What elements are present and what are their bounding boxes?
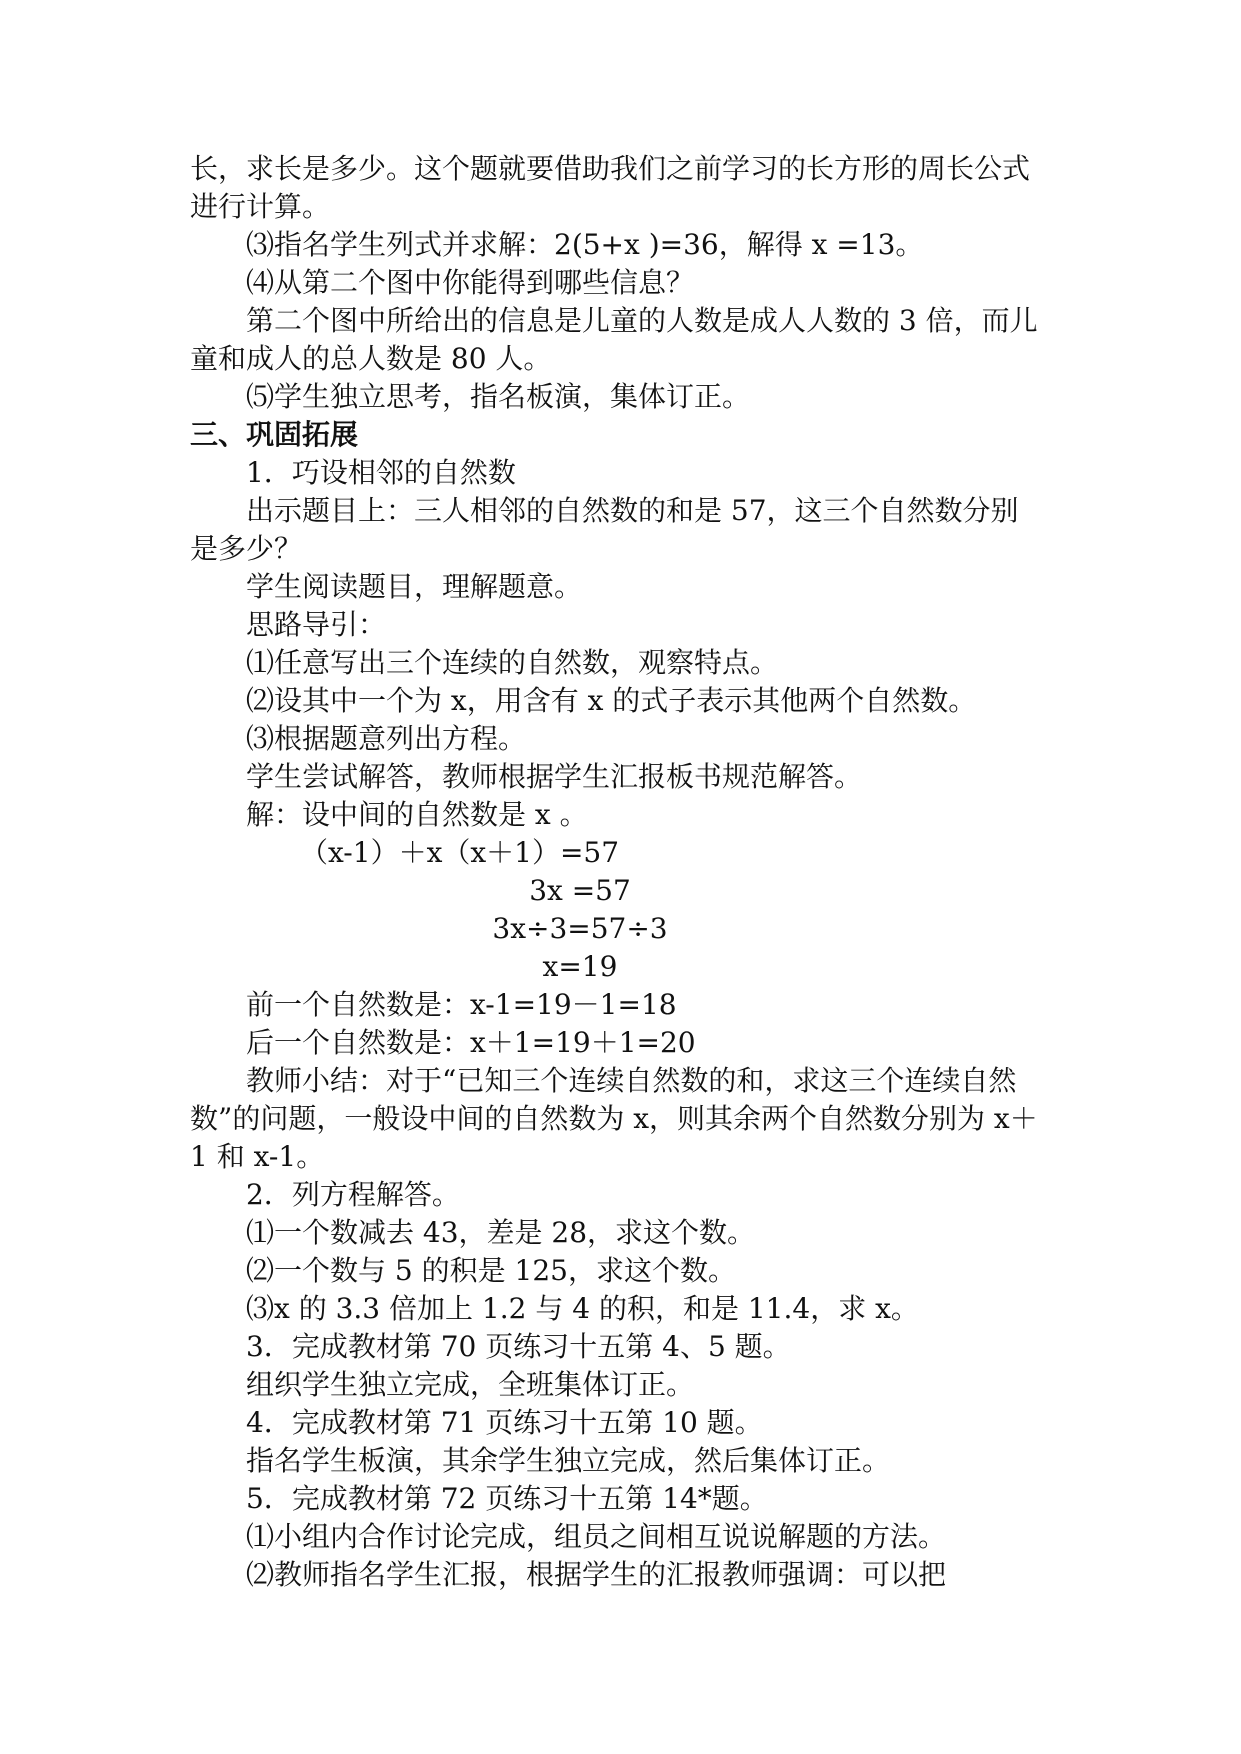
text-line: 长，求长是多少。这个题就要借助我们之前学习的长方形的周长公式 — [190, 152, 1031, 185]
text-line: 前一个自然数是：x-1=19－1=18 — [246, 988, 677, 1021]
text-line: 出示题目上：三人相邻的自然数的和是 57，这三个自然数分别 — [246, 494, 1019, 527]
text-line: ⑵设其中一个为 x，用含有 x 的式子表示其他两个自然数。 — [246, 684, 977, 717]
equation-line: 3x =57 — [529, 874, 631, 907]
text-line: 学生尝试解答，教师根据学生汇报板书规范解答。 — [246, 760, 863, 793]
text-line: 组织学生独立完成，全班集体订正。 — [246, 1368, 695, 1401]
text-line: ⑵一个数与 5 的积是 125，求这个数。 — [246, 1254, 736, 1287]
text-line: 1 和 x-1。 — [190, 1140, 325, 1173]
text-line: 童和成人的总人数是 80 人。 — [190, 342, 552, 375]
text-line: 后一个自然数是：x＋1=19＋1=20 — [246, 1026, 696, 1059]
text-line: ⑴小组内合作讨论完成，组员之间相互说说解题的方法。 — [246, 1520, 947, 1553]
text-line: 教师小结：对于“已知三个连续自然数的和，求这三个连续自然 — [246, 1064, 1017, 1097]
text-line: ⑷从第二个图中你能得到哪些信息？ — [246, 266, 695, 299]
text-line: ⑶指名学生列式并求解：2(5+x )=36，解得 x =13。 — [246, 228, 924, 261]
text-line: ⑴一个数减去 43，差是 28，求这个数。 — [246, 1216, 756, 1249]
text-line: ⑶x 的 3.3 倍加上 1.2 与 4 的积，和是 11.4，求 x。 — [246, 1292, 919, 1325]
equation-line: x=19 — [542, 950, 618, 983]
text-line: 是多少？ — [190, 532, 303, 565]
text-line: 第二个图中所给出的信息是儿童的人数是成人人数的 3 倍，而儿 — [246, 304, 1038, 337]
text-line: ⑶根据题意列出方程。 — [246, 722, 527, 755]
text-line: 1．巧设相邻的自然数 — [246, 456, 516, 489]
text-line: 2．列方程解答。 — [246, 1178, 460, 1211]
text-line: ⑵教师指名学生汇报，根据学生的汇报教师强调：可以把 — [246, 1558, 947, 1591]
equation-line: （x-1）＋x（x＋1）=57 — [300, 836, 620, 869]
text-line: 学生阅读题目，理解题意。 — [246, 570, 583, 603]
text-line: 4．完成教材第 71 页练习十五第 10 题。 — [246, 1406, 763, 1439]
text-line: 思路导引： — [246, 608, 387, 641]
text-line: 进行计算。 — [190, 190, 331, 223]
equation-line: 3x÷3=57÷3 — [492, 912, 668, 945]
text-line: 数”的问题，一般设中间的自然数为 x，则其余两个自然数分别为 x＋ — [190, 1102, 1038, 1135]
text-line: ⑴任意写出三个连续的自然数，观察特点。 — [246, 646, 779, 679]
text-line: 解：设中间的自然数是 x 。 — [246, 798, 588, 831]
text-line: ⑸学生独立思考，指名板演，集体订正。 — [246, 380, 751, 413]
text-line: 指名学生板演，其余学生独立完成，然后集体订正。 — [246, 1444, 891, 1477]
section-heading: 三、巩固拓展 — [190, 418, 359, 451]
text-line: 3．完成教材第 70 页练习十五第 4、5 题。 — [246, 1330, 791, 1363]
text-line: 5．完成教材第 72 页练习十五第 14*题。 — [246, 1482, 768, 1515]
